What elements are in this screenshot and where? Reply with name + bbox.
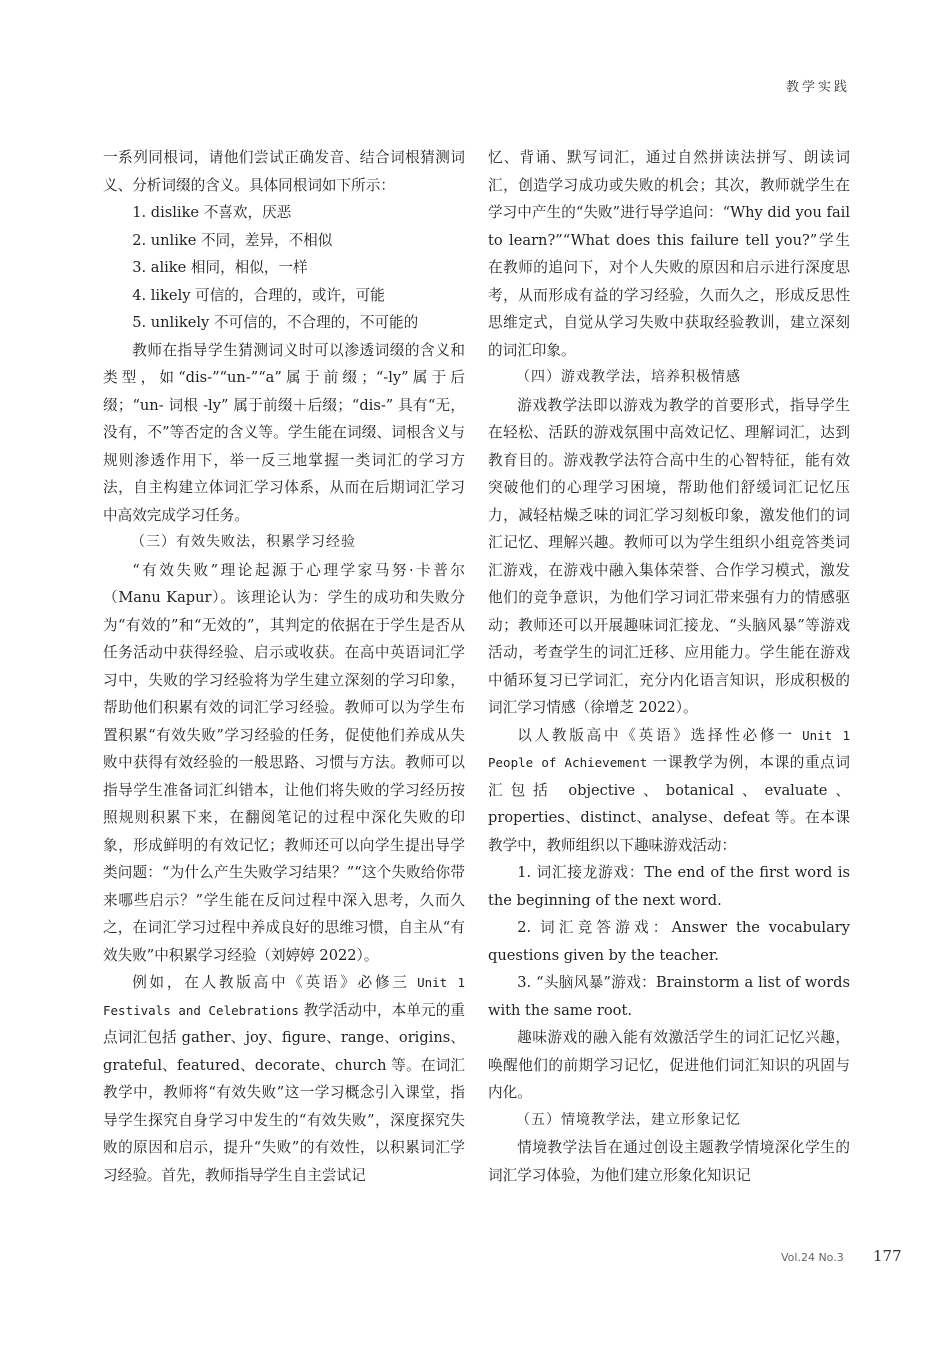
paragraph-text: 一课教学为例，本课的重点词汇包括 objective、botanical、evaluate、properties、distinct、analyse、defeat 等。在本课教学中，教师组织以下趣味游戏活动： bbox=[488, 754, 851, 854]
section-heading-3: （三）有效失败法，积累学习经验 bbox=[131, 534, 356, 550]
paragraph-text: 例如，在人教版高中《英语》必修三 bbox=[132, 974, 418, 991]
paragraph: “有效失败”理论起源于心理学家马努·卡普尔（Manu Kapur）。该理论认为：学生的成功和失败分为“有效的”和“无效的”，其判定的依据在于学生是否从任务活动中获得经验、启示或收获。在高中英语词汇学习中，失败的学习经验将为学生建立深刻的学习印象，帮助他们积累有效的词汇学习经验。教师可以为学生布置积累“有效失败”学习经验的任务，促使他们养成从失败中获得有效经验的一般思路、习惯与方法。教师可以指导学生准备词汇纠错本，让他们将失败的学习经历按照规则积累下来，在翻阅笔记的过程中深化失败的印象，形成鲜明的有效记忆；教师还可以向学生提出导学类问题：“为什么产生失败学习结果？”“这个失败给你带来哪些启示？”学生能在反问过程中深入思考，久而久之，在词汇学习过程中养成良好的思维习惯，自主从“有效失败”中积累学习经验（刘婷婷 2022）。 bbox=[103, 561, 465, 964]
paragraph: 一系列同根词，请他们尝试正确发音、结合词根猜测词义、分析词缀的含义。具体同根词如下所示： bbox=[103, 149, 465, 194]
list-item: 3. alike 相同，相似，一样 bbox=[132, 259, 308, 276]
paragraph: 教师在指导学生猜测词义时可以渗透词缀的含义和类型，如“dis-”“un-”“a”属于前缀；“-ly”属于后缀；“un- 词根 -ly” 属于前缀＋后缀；“dis-” 具有“无，没有，不”等否定的含义等。学生能在词缀、词根含义与规则渗透作用下，举一反三地掌握一类词汇的学习方法，自主构建立体词汇学习体系，从而在后期词汇学习中高效完成学习任务。 bbox=[103, 341, 465, 524]
paragraph: 游戏教学法即以游戏为教学的首要形式，指导学生在轻松、活跃的游戏氛围中高效记忆、理解词汇，达到教育目的。游戏教学法符合高中生的心智特征，能有效突破他们的心理学习困境，帮助他们舒缓词汇记忆压力，减轻枯燥乏味的词汇学习刻板印象，激发他们的词汇记忆、理解兴趣。教师可以为学生组织小组竞答类词汇游戏，在游戏中融入集体荣誉、合作学习模式，激发他们的竞争意识，为他们学习词汇带来强有力的情感驱动；教师还可以开展趣味词汇接龙、“头脑风暴”等游戏活动，考查学生的词汇迁移、应用能力。学生能在游戏中循环复习已学词汇，充分内化语言知识，形成积极的词汇学习情感（徐增芝 2022）。 bbox=[488, 396, 850, 716]
left-column bbox=[103, 144, 465, 1189]
game-item: 1. 词汇接龙游戏：The end of the first word is the beginning of the next word. bbox=[488, 864, 850, 909]
unit-title: Unit 1 People of Achievement bbox=[488, 727, 850, 770]
section-heading-5: （五）情境教学法，建立形象记忆 bbox=[516, 1111, 741, 1128]
running-header: 教学实践 bbox=[785, 80, 850, 95]
paragraph-text: 教学活动中，本单元的重点词汇包括 gather、joy、figure、range、origins、grateful、featured、decorate、church 等。在词汇教学中，教师将“有效失败”这一学习概念引入课堂，指导学生探究自身学习中发生的“有效失败”，深度探究失败的原因和启示，提升“失败”的有效性，以积累词汇学习经验。首先，教师指导学生自主尝试记 bbox=[103, 1001, 466, 1184]
paragraph: 情境教学法旨在通过创设主题教学情境深化学生的词汇学习体验，为他们建立形象化知识记 bbox=[488, 1139, 850, 1184]
list-item: 4. likely 可信的，合理的，或许，可能 bbox=[132, 286, 385, 304]
paragraph-text: 以人教版高中《英语》选择性必修一 bbox=[517, 726, 803, 744]
paragraph: 忆、背诵、默写词汇，通过自然拼读法拼写、朗读词汇，创造学习成功或失败的机会；其次，教师就学生在学习中产生的“失败”进行导学追问：“Why did you fail to learn?”“What does this failure tell you?”学生在教师的追问下，对个人失败的原因和启示进行深度思考，从而形成有益的学习经验，久而久之，形成反思性思维定式，自觉从学习失败中获取经验教训，建立深刻的词汇印象。 bbox=[488, 149, 850, 359]
unit-title: Unit 1 Festivals and Celebrations bbox=[103, 975, 465, 1018]
paragraph bbox=[103, 969, 465, 1189]
list-item: 2. unlike 不同，差异，不相似 bbox=[132, 231, 333, 249]
right-column bbox=[488, 144, 850, 1189]
game-item: 2. 词汇竞答游戏：Answer the vocabulary questions given by the teacher. bbox=[488, 919, 850, 964]
list-item: 5. unlikely 不可信的，不合理的，不可能的 bbox=[132, 314, 419, 331]
page-number: 177 bbox=[873, 1247, 902, 1265]
paragraph bbox=[488, 722, 850, 860]
paragraph: 趣味游戏的融入能有效激活学生的词汇记忆兴趣，唤醒他们的前期学习记忆，促进他们词汇知识的巩固与内化。 bbox=[488, 1029, 850, 1101]
volume-label: Vol.24 No.3 bbox=[781, 1251, 844, 1264]
game-item: 3. “头脑风暴”游戏：Brainstorm a list of words with the same root. bbox=[488, 974, 850, 1019]
list-item: 1. dislike 不喜欢，厌恶 bbox=[132, 204, 292, 221]
section-heading-4: （四）游戏教学法，培养积极情感 bbox=[516, 369, 741, 385]
